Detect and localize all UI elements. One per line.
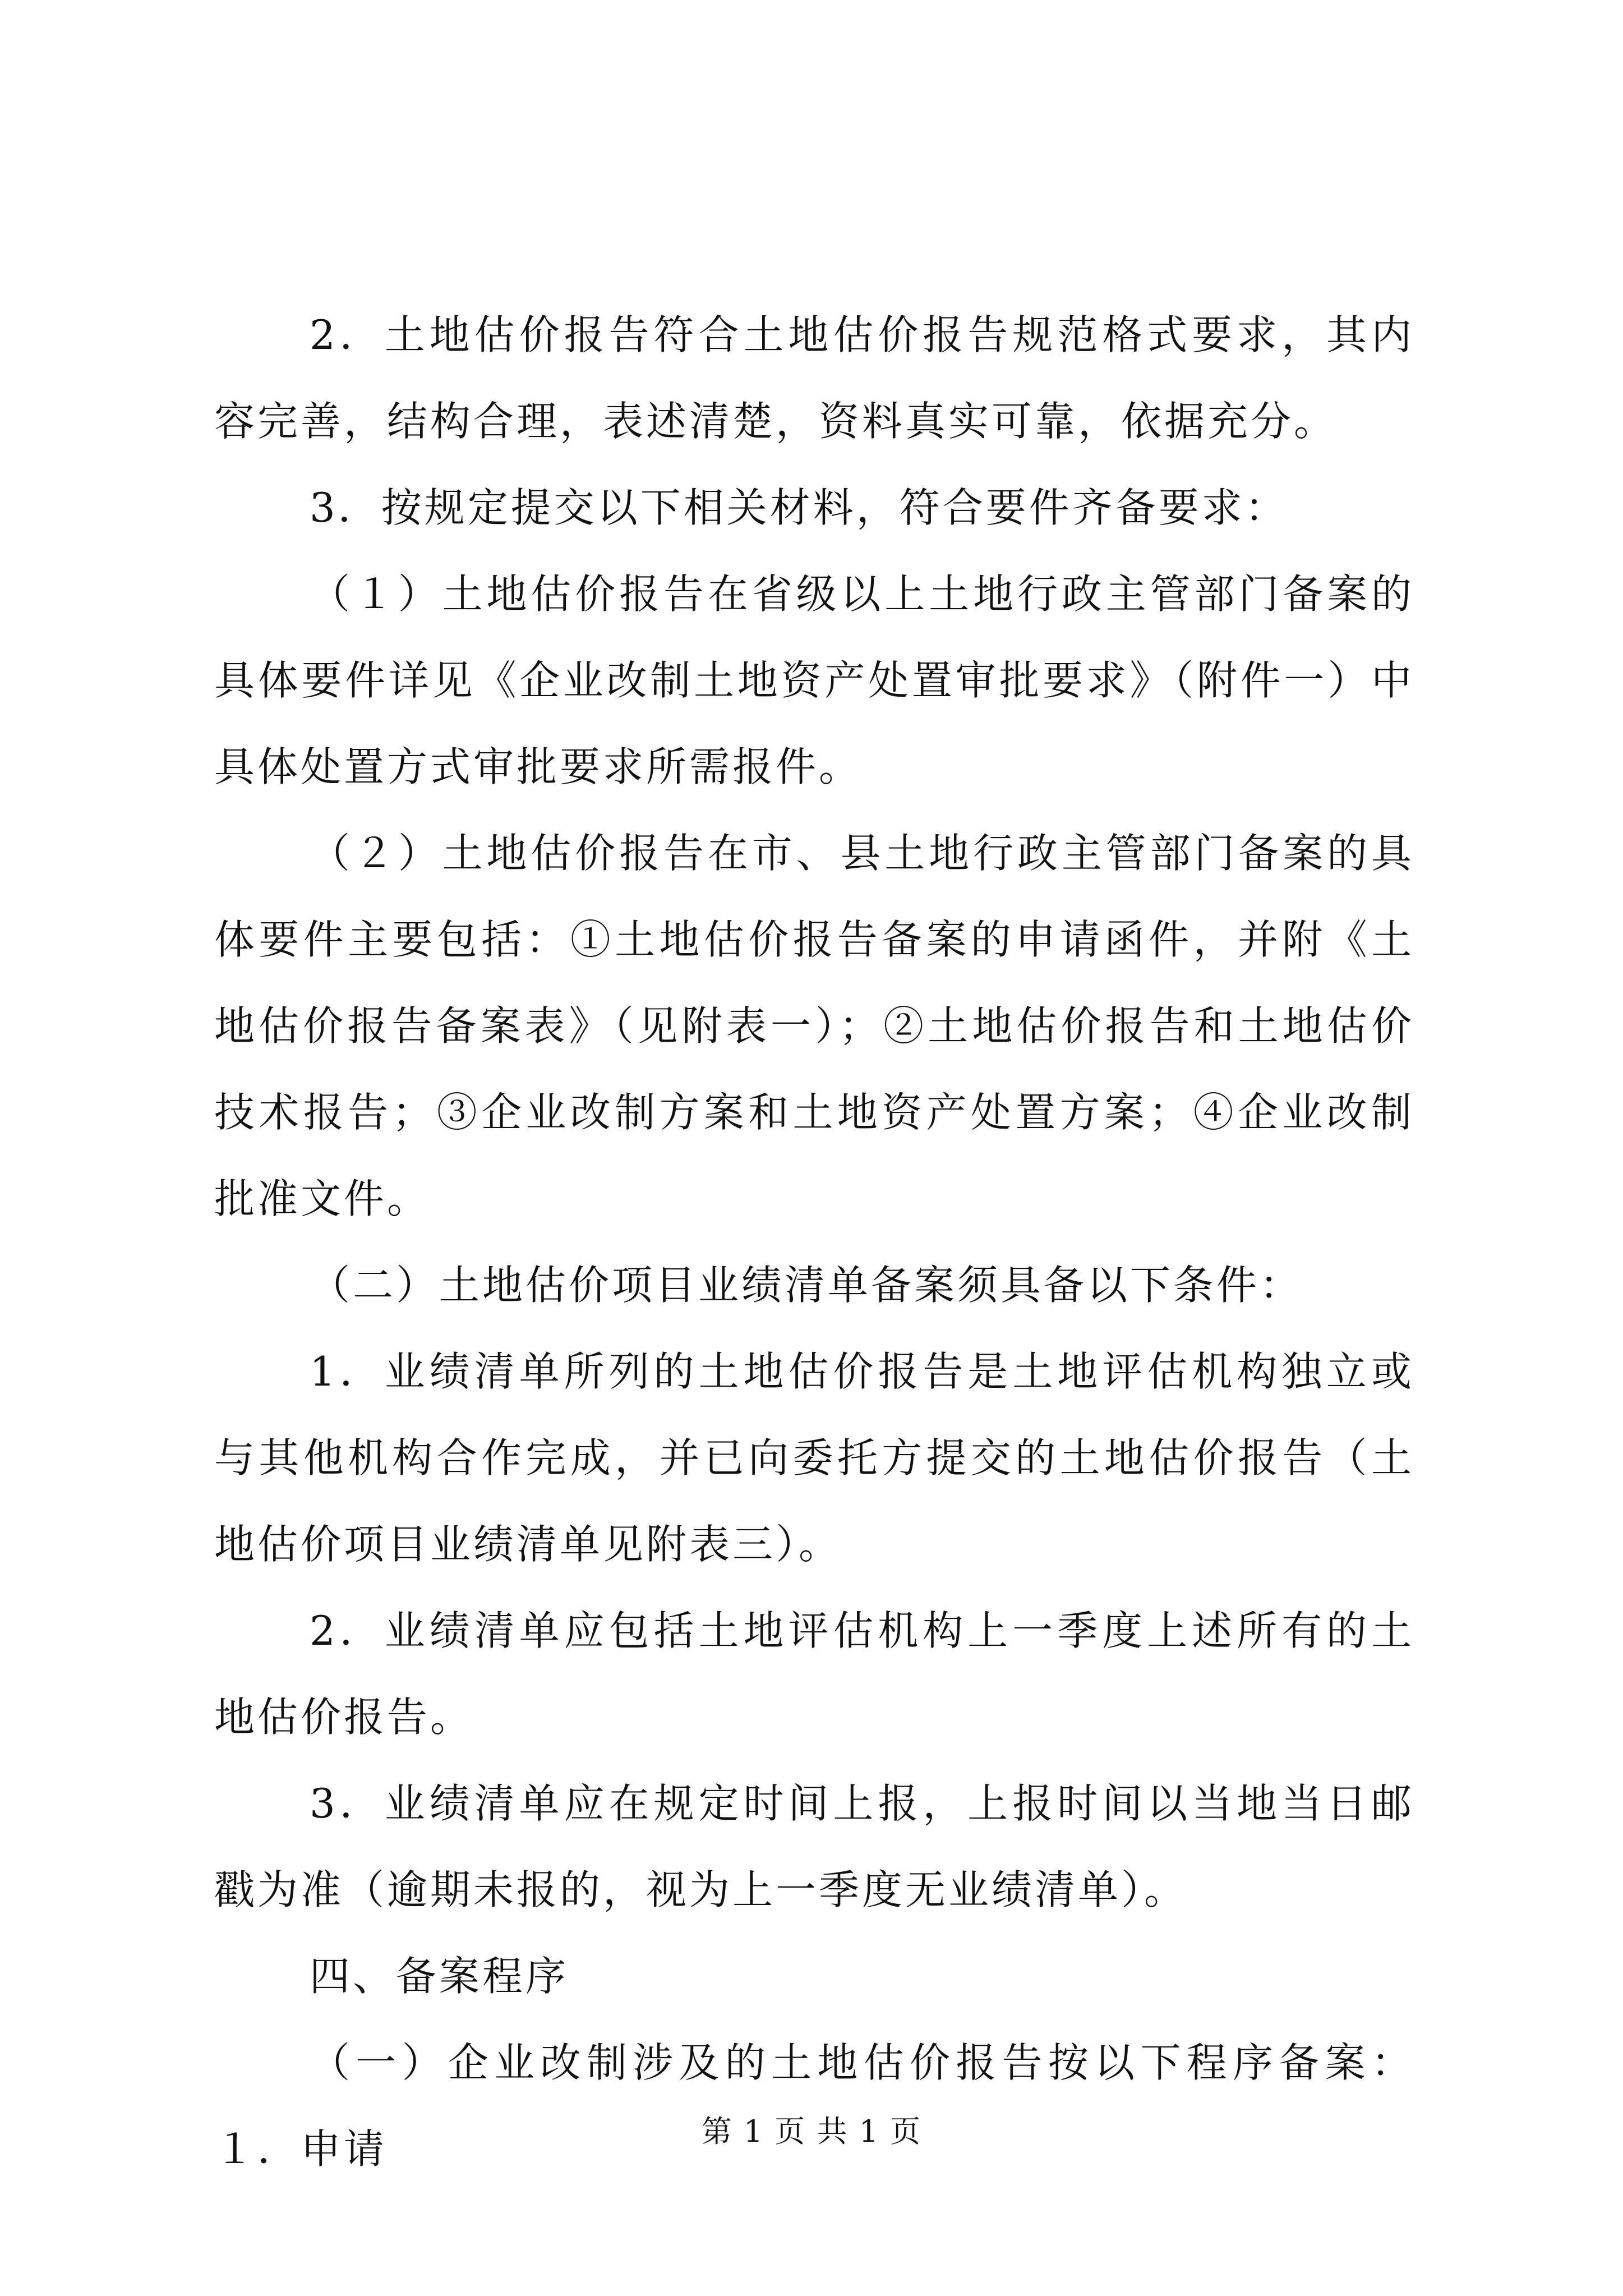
paragraph-8: 3．业绩清单应在规定时间上报，上报时间以当地当日邮戳为准（逾期未报的，视为上一季度无业绩清单）。 xyxy=(214,1780,1414,1913)
paragraph-2: 3．按规定提交以下相关材料，符合要件齐备要求： xyxy=(310,484,1288,531)
paragraph-1: 2．土地估价报告符合土地估价报告规范格式要求，其内容完善，结构合理，表述清楚，资料真实可靠，依据充分。 xyxy=(214,311,1414,445)
paragraph-10: （一）企业改制涉及的土地估价报告按以下程序备案：１．申请 xyxy=(214,2039,1414,2173)
paragraph-6: 1．业绩清单所列的土地估价报告是土地评估机构独立或与其他机构合作完成，并已向委托方提交的土地估价报告（土地估价项目业绩清单见附表三）。 xyxy=(214,1348,1414,1568)
paragraph-3: （１）土地估价报告在省级以上土地行政主管部门备案的具体要件详见《企业改制土地资产处置审批要求》（附件一）中具体处置方式审批要求所需报件。 xyxy=(214,570,1414,790)
page-footer: 第 1 页 共 1 页 xyxy=(701,2114,922,2149)
section-heading: 四、备案程序 xyxy=(310,1953,569,2000)
paragraph-5: （二）土地估价项目业绩清单备案须具备以下条件： xyxy=(310,1262,1303,1309)
document-body xyxy=(214,292,1414,2192)
paragraph-4: （２）土地估价报告在市、县土地行政主管部门备案的具体要件主要包括：①土地估价报告备案的申请函件，并附《土地估价报告备案表》（见附表一）；②土地估价报告和土地估价技术报告；③企业改制方案和土地资产处置方案；④企业改制批准文件。 xyxy=(214,830,1414,1222)
paragraph-7: 2．业绩清单应包括土地评估机构上一季度上述所有的土地估价报告。 xyxy=(214,1607,1414,1741)
